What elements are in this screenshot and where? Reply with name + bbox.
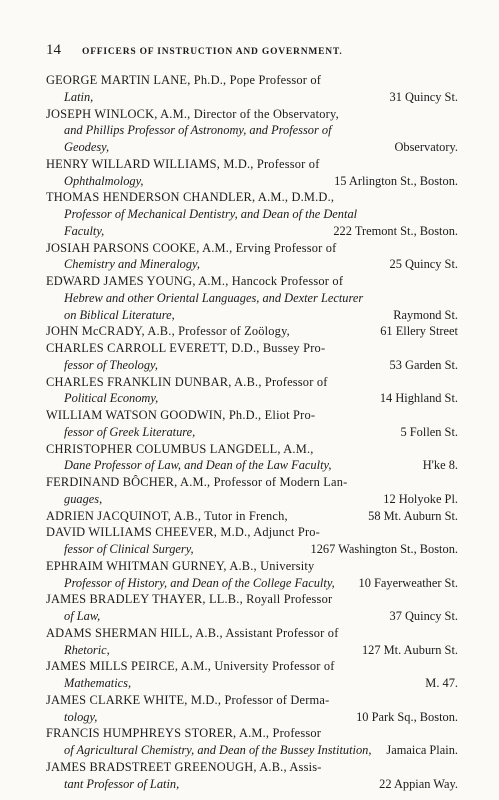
officer-address: 12 Holyoke Pl. (383, 491, 458, 506)
officer-role: Latin, (64, 89, 94, 104)
running-head: OFFICERS OF INSTRUCTION AND GOVERNMENT. (82, 47, 343, 57)
officer-address: Raymond St. (393, 307, 458, 322)
officer-name-title: THOMAS HENDERSON CHANDLER, A.M., D.M.D., (46, 190, 335, 205)
entry-first-line (46, 407, 458, 424)
officer-role: Chemistry and Mineralogy, (64, 257, 200, 272)
officer-name-title: GEORGE MARTIN LANE, Ph.D., Pope Professor of (46, 73, 322, 87)
entry-continuation-line (46, 675, 458, 692)
entry-continuation-line (46, 491, 458, 508)
entry-first-line (46, 725, 458, 742)
officer-name-title: HENRY WILLARD WILLIAMS, M.D., Professor of (46, 156, 320, 171)
officer-role: and Phillips Professor of Astronomy, and Professor of (64, 123, 332, 138)
officer-role: Faculty, (64, 223, 105, 238)
officer-role: Professor of Mechanical Dentistry, and Dean of the Dental (64, 207, 358, 221)
officer-role: Ophthalmology, (64, 173, 144, 188)
entry-first-line (46, 441, 458, 458)
officer-address: M. 47. (425, 676, 458, 690)
officer-name-title: EDWARD JAMES YOUNG, A.M., Hancock Professor of (46, 274, 344, 288)
entry-first-line (46, 692, 458, 709)
entry-continuation-line (46, 139, 458, 156)
entry-first-line (46, 340, 458, 357)
officer-role: tant Professor of Latin, (64, 776, 180, 791)
entry-first-line (46, 240, 458, 257)
officer-role: Rhetoric, (64, 642, 110, 657)
officer-address: 15 Arlington St., Boston. (334, 173, 458, 188)
officer-name-title: CHARLES FRANKLIN DUNBAR, A.B., Professor of (46, 374, 328, 389)
officer-entry (46, 725, 458, 759)
officer-name-title: DAVID WILLIAMS CHEEVER, M.D., Adjunct Pro- (46, 525, 320, 540)
officer-list (46, 72, 458, 792)
officer-name-title: CHRISTOPHER COLUMBUS LANGDELL, A.M., (46, 441, 314, 456)
officer-entry (46, 374, 458, 408)
entry-continuation-line (46, 206, 458, 223)
officer-role: on Biblical Literature, (64, 307, 175, 322)
page-number: 14 (46, 42, 61, 58)
officer-name-title: CHARLES CARROLL EVERETT, D.D., Bussey Pro- (46, 341, 326, 355)
officer-address: 58 Mt. Auburn St. (368, 508, 458, 523)
entry-first-line (46, 156, 458, 173)
officer-role: of Law, (64, 609, 101, 623)
entry-continuation-line (46, 742, 458, 759)
officer-entry (46, 508, 458, 525)
officer-address: 10 Fayerweather St. (358, 575, 458, 590)
officer-entry (46, 591, 458, 625)
officer-address: 10 Park Sq., Boston. (356, 709, 458, 724)
entry-continuation-line (46, 575, 458, 592)
officer-entry (46, 625, 458, 659)
entry-continuation-line (46, 223, 458, 240)
officer-name-title: JOSIAH PARSONS COOKE, A.M., Erving Professor of (46, 240, 337, 255)
entry-first-line (46, 759, 458, 776)
officer-entry (46, 524, 458, 558)
officer-address: 25 Quincy St. (389, 257, 458, 272)
entry-continuation-line (46, 642, 458, 659)
entry-continuation-line (46, 307, 458, 324)
officer-name-title: WILLIAM WATSON GOODWIN, Ph.D., Eliot Pro- (46, 408, 316, 422)
entry-continuation-line (46, 290, 458, 307)
entry-continuation-line (46, 122, 458, 139)
officer-entry (46, 240, 458, 274)
officer-address: 61 Ellery Street (380, 324, 458, 339)
officer-entry (46, 692, 458, 726)
officer-entry (46, 340, 458, 374)
officer-role: Geodesy, (64, 140, 110, 154)
entry-continuation-line (46, 541, 458, 558)
officer-entry (46, 558, 458, 592)
officer-name-title: JAMES BRADSTREET GREENOUGH, A.B., Assis- (46, 759, 322, 774)
officer-address: 37 Quincy St. (389, 609, 458, 623)
officer-entry (46, 106, 458, 156)
officer-role: fessor of Greek Literature, (64, 424, 196, 439)
officer-entry (46, 156, 458, 190)
officer-name-title: ADRIEN JACQUINOT, A.B., Tutor in French, (46, 508, 288, 523)
officer-role: Dane Professor of Law, and Dean of the Law Faculty, (64, 458, 332, 473)
officer-entry (46, 273, 458, 323)
entry-continuation-line (46, 173, 458, 190)
entry-continuation-line (46, 256, 458, 273)
officer-role: Mathematics, (64, 676, 132, 690)
officer-entry (46, 323, 458, 340)
entry-first-line (46, 72, 458, 89)
officer-role: fessor of Theology, (64, 357, 158, 372)
officer-address: 22 Appian Way. (379, 776, 458, 791)
officer-name-title: JOHN McCRADY, A.B., Professor of Zoölogy, (46, 324, 290, 339)
entry-continuation-line (46, 709, 458, 726)
officer-address: 1267 Washington St., Boston. (310, 542, 458, 556)
entry-first-line (46, 558, 458, 575)
entry-first-line (46, 474, 458, 491)
entry-continuation-line (46, 457, 458, 474)
officer-role: fessor of Clinical Surgery, (64, 542, 194, 556)
officer-address: H'ke 8. (422, 458, 458, 473)
officer-address: Jamaica Plain. (386, 743, 458, 757)
entry-continuation-line (46, 776, 458, 793)
officer-role: Political Economy, (64, 391, 159, 406)
officer-name-title: JOSEPH WINLOCK, A.M., Director of the Observatory, (46, 106, 339, 121)
entry-first-line (46, 374, 458, 391)
entry-first-line (46, 524, 458, 541)
officer-role: guages, (64, 491, 103, 506)
entry-first-line (46, 106, 458, 123)
entry-first-line (46, 591, 458, 608)
officer-entry (46, 72, 458, 106)
officer-role: of Agricultural Chemistry, and Dean of the Bussey Institution, (64, 743, 372, 757)
officer-entry (46, 658, 458, 692)
officer-role: tology, (64, 709, 98, 724)
officer-address: 222 Tremont St., Boston. (333, 223, 458, 238)
entry-continuation-line (46, 390, 458, 407)
officer-entry (46, 474, 458, 508)
entry-first-line (46, 625, 458, 642)
officer-name-title: FRANCIS HUMPHREYS STORER, A.M., Professor (46, 726, 322, 741)
officer-name-title: FERDINAND BÔCHER, A.M., Professor of Modern Lan- (46, 475, 348, 489)
officer-address: 5 Follen St. (400, 424, 458, 439)
officer-entry (46, 441, 458, 475)
officer-entry (46, 759, 458, 793)
officer-address: 31 Quincy St. (389, 89, 458, 104)
entry-first-line (46, 189, 458, 206)
officer-entry (46, 189, 458, 239)
officer-address: 14 Highland St. (379, 391, 458, 406)
officer-address: Observatory. (394, 140, 458, 154)
entry-first-line (46, 508, 458, 525)
officer-address: 53 Garden St. (389, 357, 458, 372)
entry-first-line (46, 273, 458, 290)
officer-name-title: JAMES CLARKE WHITE, M.D., Professor of Derma- (46, 692, 330, 707)
officer-role: Hebrew and other Oriental Languages, and Dexter Lecturer (64, 290, 364, 305)
entry-first-line (46, 658, 458, 675)
entry-continuation-line (46, 357, 458, 374)
officer-entry (46, 407, 458, 441)
officer-name-title: ADAMS SHERMAN HILL, A.B., Assistant Professor of (46, 625, 339, 640)
officer-name-title: JAMES MILLS PEIRCE, A.M., University Professor of (46, 659, 335, 674)
entry-continuation-line (46, 608, 458, 625)
officer-role: Professor of History, and Dean of the College Faculty, (64, 575, 335, 590)
entry-continuation-line (46, 89, 458, 106)
entry-continuation-line (46, 424, 458, 441)
page-header (46, 42, 456, 59)
officer-address: 127 Mt. Auburn St. (361, 642, 458, 657)
entry-first-line (46, 323, 458, 340)
officer-name-title: JAMES BRADLEY THAYER, LL.B., Royall Professor (46, 592, 333, 607)
officer-name-title: EPHRAIM WHITMAN GURNEY, A.B., University (46, 558, 315, 573)
